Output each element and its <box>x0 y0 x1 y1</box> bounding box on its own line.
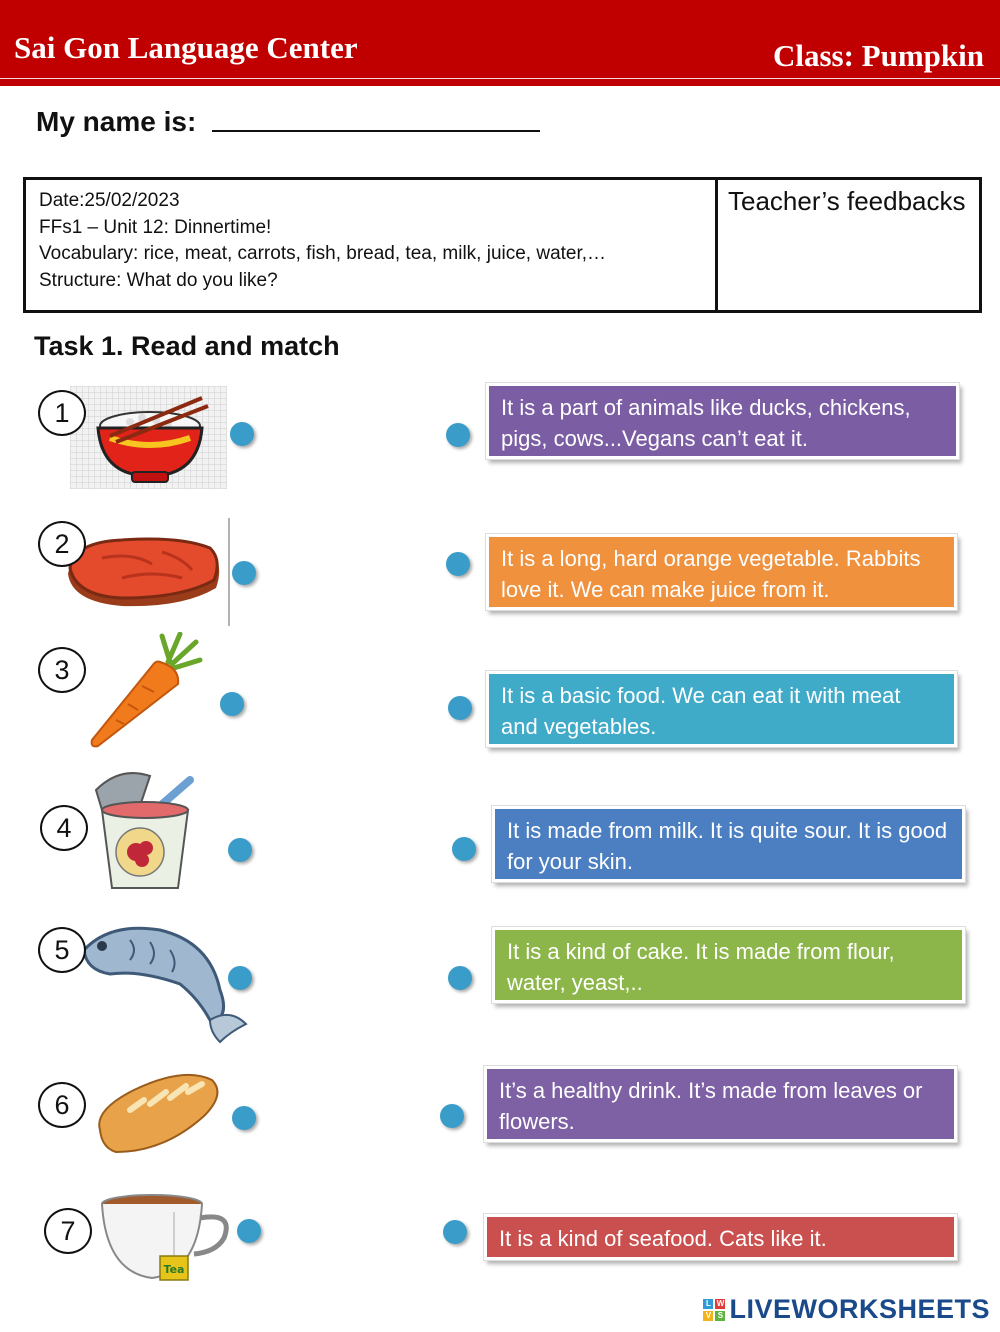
match-dot-left-4[interactable] <box>228 838 252 862</box>
item-number: 2 <box>38 521 86 567</box>
class-label: Class: Pumpkin <box>772 38 984 73</box>
match-dot-right-2[interactable] <box>446 552 470 576</box>
match-dot-right-4[interactable] <box>452 837 476 861</box>
item-number: 1 <box>38 390 86 436</box>
clue-box-2 <box>486 534 957 610</box>
lesson-date: Date:25/02/2023 <box>39 190 180 211</box>
match-dot-left-3[interactable] <box>220 692 244 716</box>
match-dot-left-1[interactable] <box>230 422 254 446</box>
header-rule <box>0 78 1000 79</box>
match-dot-right-6[interactable] <box>440 1104 464 1128</box>
lesson-vocabulary: Vocabulary: rice, meat, carrots, fish, bread, tea, milk, juice, water,… <box>39 243 607 264</box>
tea-cup-icon <box>100 1192 236 1288</box>
task-title: Task 1. Read and match <box>34 331 340 361</box>
clue-text: It is a kind of cake. It is made from flour, water, yeast,.. <box>507 939 895 995</box>
match-dot-right-7[interactable] <box>443 1220 467 1244</box>
lesson-info-box <box>23 177 982 313</box>
clue-text: It is made from milk. It is quite sour. It is good for your skin. <box>507 818 948 874</box>
carrot-icon <box>88 632 203 750</box>
name-label: My name is: <box>36 106 197 137</box>
match-dot-left-6[interactable] <box>232 1106 256 1130</box>
match-dot-right-3[interactable] <box>448 696 472 720</box>
fish-icon <box>80 920 252 1044</box>
match-dot-left-5[interactable] <box>228 966 252 990</box>
lesson-structure: Structure: What do you like? <box>39 269 278 291</box>
svg-text:Tea: Tea <box>163 1263 185 1276</box>
lesson-info <box>39 188 606 294</box>
clue-box-7 <box>484 1214 957 1260</box>
clue-box-6 <box>484 1066 957 1142</box>
school-name: Sai Gon Language Center <box>14 30 358 65</box>
match-dot-right-5[interactable] <box>448 966 472 990</box>
match-dot-left-7[interactable] <box>237 1219 261 1243</box>
bread-icon <box>94 1070 222 1154</box>
match-dot-right-1[interactable] <box>446 423 470 447</box>
clue-box-1 <box>486 383 959 459</box>
teacher-feedback-label: Teacher’s feedbacks <box>728 186 966 216</box>
logo-badge: L W V S <box>703 1299 725 1321</box>
liveworksheets-logo <box>703 1294 990 1325</box>
item-number: 7 <box>44 1208 92 1254</box>
clue-box-5 <box>492 927 965 1003</box>
item-number: 3 <box>38 647 86 693</box>
meat-icon <box>62 518 232 626</box>
clue-text: It is a kind of seafood. Cats like it. <box>499 1226 827 1251</box>
match-dot-left-2[interactable] <box>232 561 256 585</box>
item-number: 6 <box>38 1082 86 1128</box>
clue-text: It’s a healthy drink. It’s made from leaves or flowers. <box>499 1078 923 1134</box>
clue-box-3 <box>486 671 957 747</box>
item-number: 5 <box>38 927 86 973</box>
name-input-line[interactable] <box>212 130 540 132</box>
info-divider <box>715 180 718 310</box>
yogurt-icon <box>90 766 198 894</box>
clue-box-4 <box>492 806 965 882</box>
rice-bowl-icon <box>70 386 227 489</box>
logo-text: LIVEWORKSHEETS <box>729 1294 990 1324</box>
clue-text: It is a long, hard orange vegetable. Rabbits love it. We can make juice from it. <box>501 546 921 602</box>
clue-text: It is a part of animals like ducks, chickens, pigs, cows...Vegans can’t eat it. <box>501 395 911 451</box>
item-number: 4 <box>40 805 88 851</box>
clue-text: It is a basic food. We can eat it with meat and vegetables. <box>501 683 901 739</box>
lesson-unit: FFs1 – Unit 12: Dinnertime! <box>39 216 272 238</box>
header-banner <box>0 0 1000 86</box>
